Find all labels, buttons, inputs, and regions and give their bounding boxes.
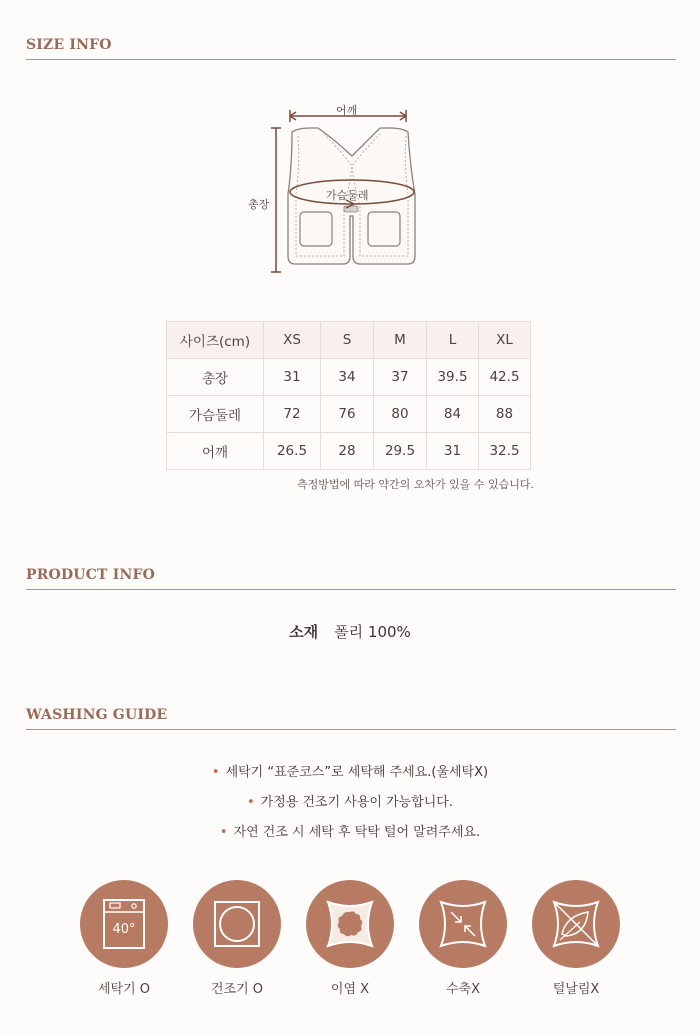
table-cell: 80: [374, 396, 427, 433]
table-cell: 84: [427, 396, 479, 433]
table-cell: 28: [321, 433, 374, 470]
bullet-icon: •: [246, 795, 255, 810]
shedding-icon: [532, 880, 620, 968]
guide-text: 가정용 건조기 사용이 가능합니다.: [260, 795, 453, 810]
table-header-cell: S: [321, 322, 374, 359]
guide-item: [0, 791, 700, 810]
bullet-icon: •: [219, 825, 228, 840]
vest-diagram: [240, 96, 430, 281]
shrink-icon: [419, 880, 507, 968]
washing-guide-title: WASHING GUIDE: [26, 707, 168, 723]
table-cell: 39.5: [427, 359, 479, 396]
size-table-header: [167, 322, 531, 359]
washing-machine-icon: [80, 880, 168, 968]
care-label: 건조기 O: [210, 982, 264, 997]
table-header-cell: XL: [479, 322, 531, 359]
row-label: 가슴둘레: [167, 396, 264, 433]
care-label: 수축X: [445, 982, 481, 997]
material-row: [0, 621, 700, 642]
shoulder-label: 어깨: [336, 104, 358, 117]
measurement-note: 측정방법에 따라 약간의 오차가 있을 수 있습니다.: [297, 478, 534, 491]
table-cell: 31: [427, 433, 479, 470]
table-cell: 37: [374, 359, 427, 396]
material-value: 폴리 100%: [334, 623, 411, 641]
guide-item: [0, 821, 700, 840]
table-header-cell: L: [427, 322, 479, 359]
table-cell: 31: [264, 359, 321, 396]
product-info-divider: [26, 589, 676, 590]
table-cell: 26.5: [264, 433, 321, 470]
length-label: 총장: [248, 198, 270, 211]
table-cell: 42.5: [479, 359, 531, 396]
table-header-cell: 사이즈(cm): [167, 322, 264, 359]
table-cell: 72: [264, 396, 321, 433]
guide-text: 세탁기 “표준코스”로 세탁해 주세요.(울세탁X): [225, 765, 489, 780]
wash-temperature: 40°: [112, 922, 136, 937]
table-row: [167, 396, 531, 433]
table-cell: 76: [321, 396, 374, 433]
chest-label: 가슴둘레: [326, 189, 369, 202]
tumble-dry-icon: [193, 880, 281, 968]
care-label: 털날림X: [552, 982, 600, 997]
row-label: 어깨: [167, 433, 264, 470]
table-header-cell: XS: [264, 322, 321, 359]
material-label: 소재: [289, 623, 319, 641]
size-info-title: SIZE INFO: [26, 37, 112, 53]
care-label: 세탁기 O: [97, 982, 151, 997]
size-info-divider: [26, 59, 676, 60]
guide-item: [0, 761, 700, 780]
table-cell: 29.5: [374, 433, 427, 470]
pilling-icon: [306, 880, 394, 968]
product-info-title: PRODUCT INFO: [26, 567, 156, 583]
table-row: [167, 433, 531, 470]
table-cell: 34: [321, 359, 374, 396]
care-label: 이염 X: [330, 982, 370, 997]
bullet-icon: •: [211, 765, 220, 780]
table-row: [167, 359, 531, 396]
washing-guide-divider: [26, 729, 676, 730]
guide-text: 자연 건조 시 세탁 후 탁탁 털어 말려주세요.: [233, 825, 481, 840]
table-cell: 88: [479, 396, 531, 433]
row-label: 총장: [167, 359, 264, 396]
size-table: [166, 321, 531, 470]
table-cell: 32.5: [479, 433, 531, 470]
table-header-cell: M: [374, 322, 427, 359]
